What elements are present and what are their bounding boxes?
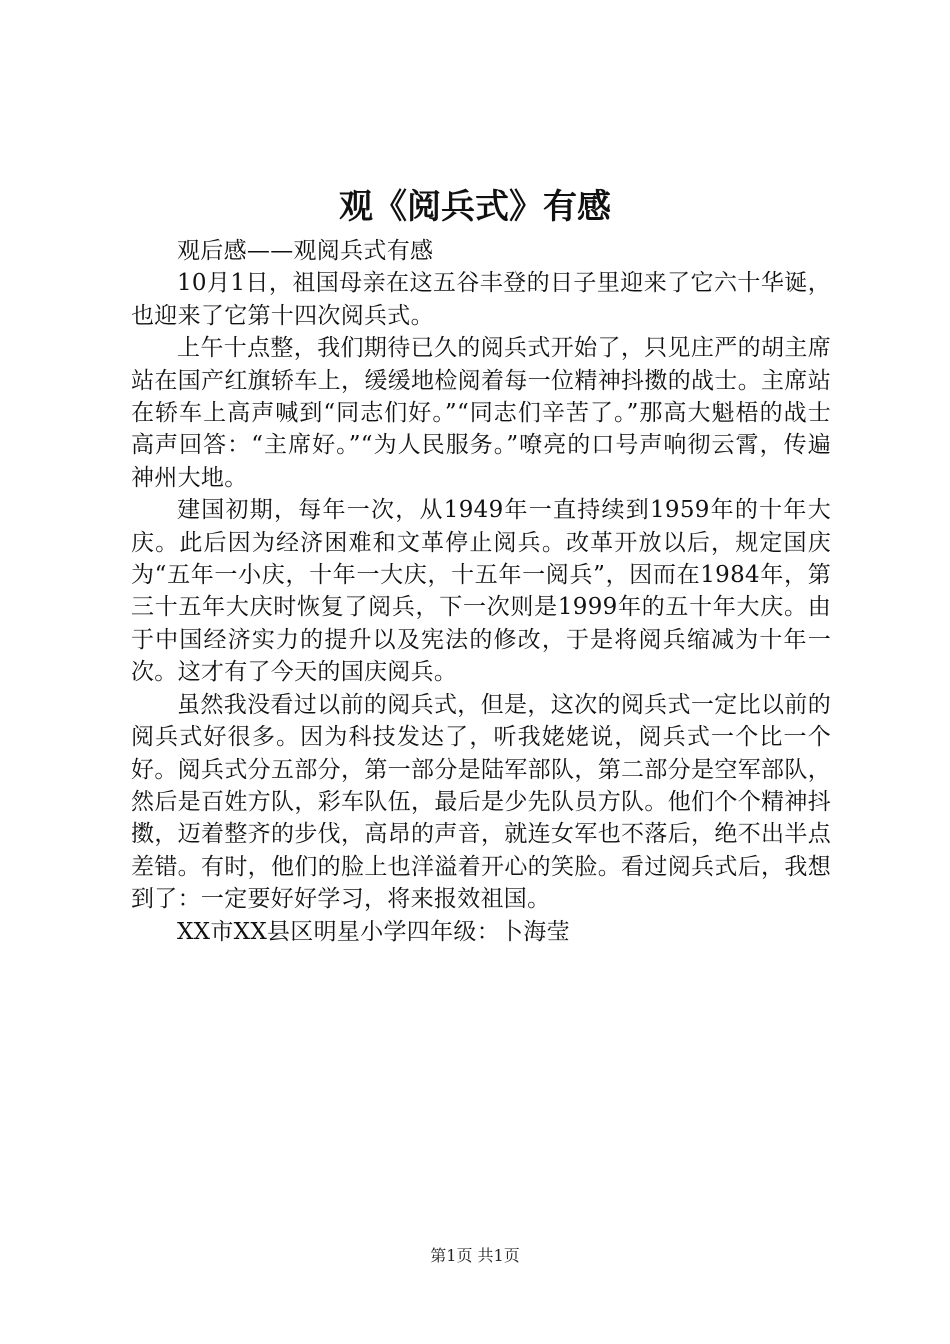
body-paragraph: 上午十点整，我们期待已久的阅兵式开始了，只见庄严的胡主席站在国产红旗轿车上，缓缓地检阅着每一位精神抖擞的战士。主席站在轿车上高声喊到“同志们好。”“同志们辛苦了。”那高大魁梧的战士高声回答：“主席好。”“为人民服务。”嘹亮的口号声响彻云霄，传遍神州大地。 [131, 335, 831, 491]
subtitle-paragraph: 观后感——观阅兵式有感 [177, 238, 434, 264]
document-body [131, 235, 831, 948]
body-paragraph: 虽然我没看过以前的阅兵式，但是，这次的阅兵式一定比以前的阅兵式好很多。因为科技发达了，听我姥姥说，阅兵式一个比一个好。阅兵式分五部分，第一部分是陆军部队，第二部分是空军部队，然后是百姓方队，彩车队伍，最后是少先队员方队。他们个个精神抖擞，迈着整齐的步伐，高昂的声音，就连女军也不落后，绝不出半点差错。有时，他们的脸上也洋溢着开心的笑脸。看过阅兵式后，我想到了：一定要好好学习，将来报效祖国。 [131, 691, 831, 913]
body-paragraph: 建国初期，每年一次，从1949年一直持续到1959年的十年大庆。此后因为经济困难和文革停止阅兵。改革开放以后，规定国庆为“五年一小庆，十年一大庆，十五年一阅兵”，因而在1984年，第三十五年大庆时恢复了阅兵，下一次则是1999年的五十年大庆。由于中国经济实力的提升以及宪法的修改，于是将阅兵缩减为十年一次。这才有了今天的国庆阅兵。 [131, 497, 831, 686]
author-line: XX市XX县区明星小学四年级：卜海莹 [177, 918, 570, 945]
page-footer: 第1页 共1页 [430, 1246, 520, 1265]
body-paragraph: 10月1日，祖国母亲在这五谷丰登的日子里迎来了它六十华诞，也迎来了它第十四次阅兵式。 [131, 270, 831, 329]
document-title: 观《阅兵式》有感 [339, 187, 611, 227]
